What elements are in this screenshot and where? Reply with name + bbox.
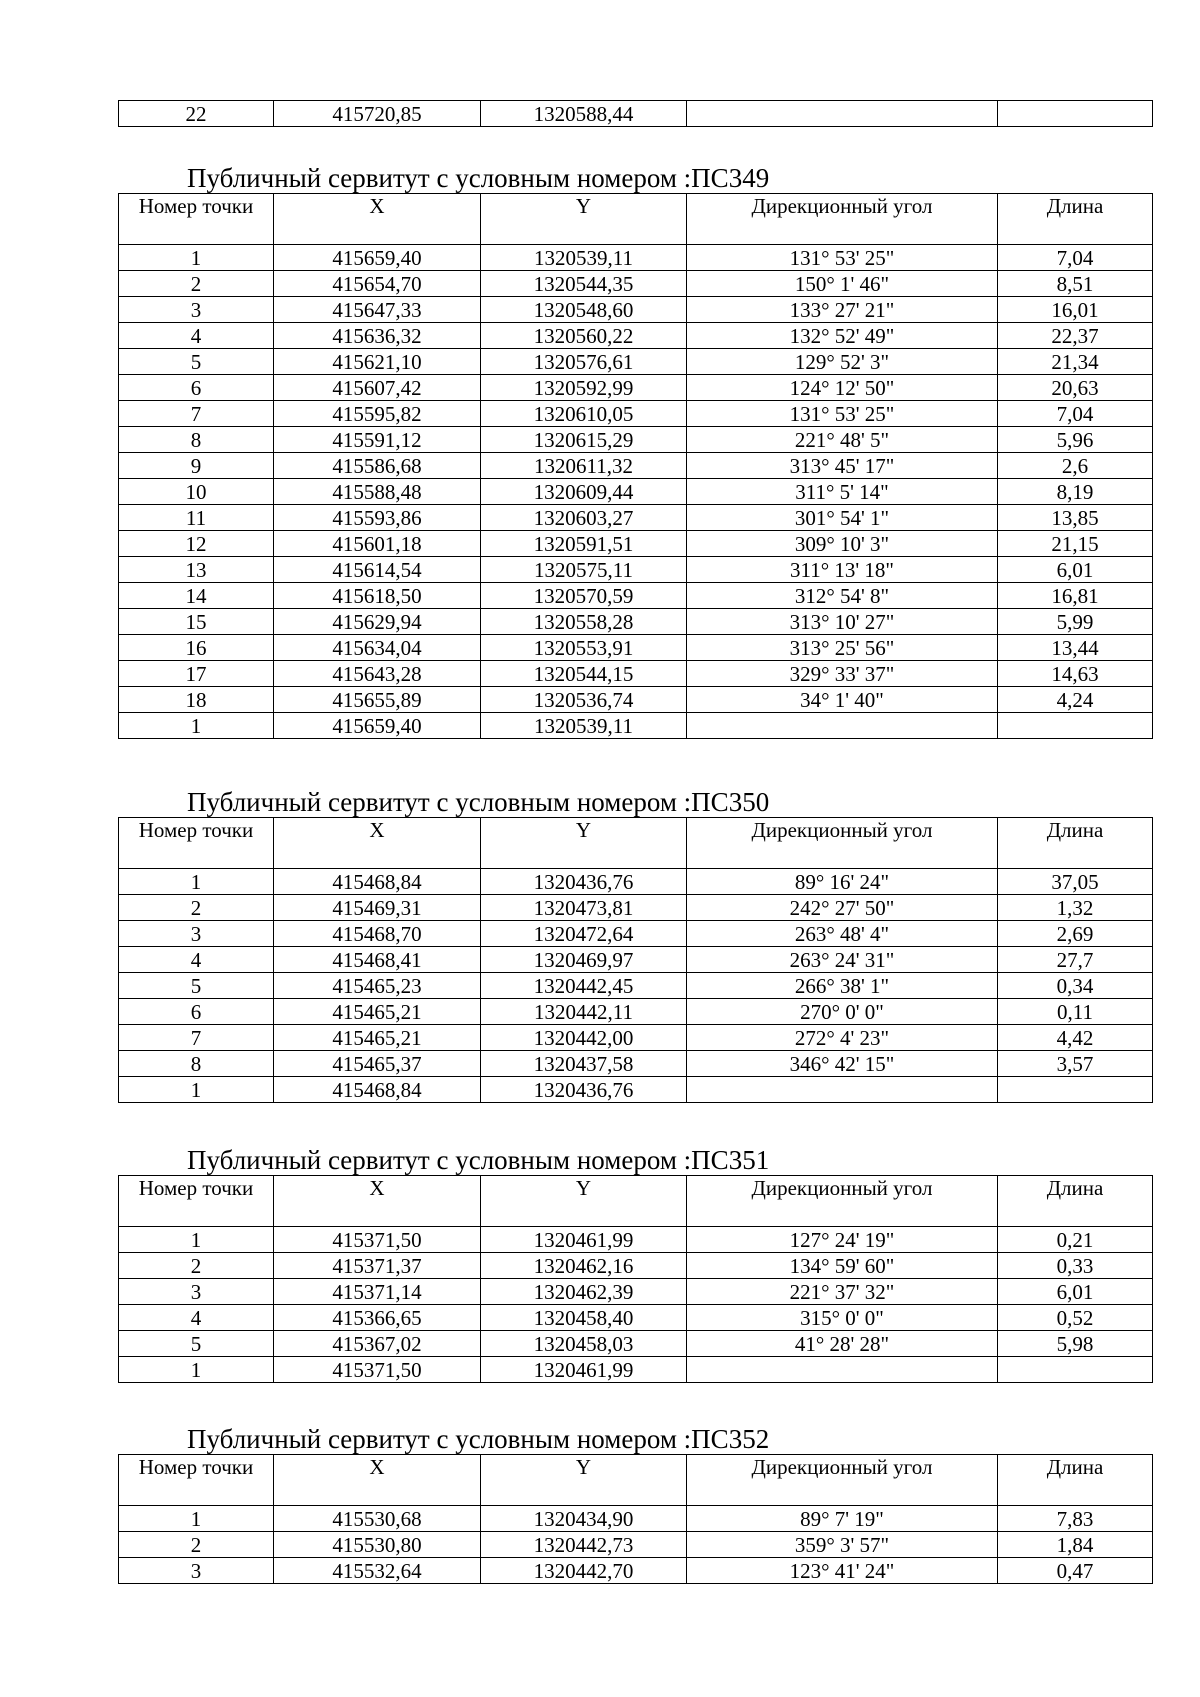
cell-y: 1320442,73 [481,1532,687,1558]
coordinates-table-ps349 [118,193,1153,739]
cell-y: 1320458,03 [481,1331,687,1357]
cell-x: 415586,68 [274,453,481,479]
cell-point-number: 17 [119,661,274,687]
cell-length: 20,63 [998,375,1153,401]
cell-x: 415636,32 [274,323,481,349]
cell-x: 415532,64 [274,1558,481,1584]
cell-x: 415468,84 [274,869,481,895]
header-length: Длина [998,818,1153,869]
cell-direction-angle: 221° 48' 5" [687,427,998,453]
cell-direction-angle: 266° 38' 1" [687,973,998,999]
cell-direction-angle: 272° 4' 23" [687,1025,998,1051]
table-row [119,1532,1153,1558]
cell-y: 1320544,35 [481,271,687,297]
cell-y: 1320576,61 [481,349,687,375]
cell-length: 6,01 [998,1279,1153,1305]
cell-y: 1320575,11 [481,557,687,583]
cell-x: 415647,33 [274,297,481,323]
cell-length: 0,52 [998,1305,1153,1331]
cell-point-number: 1 [119,1506,274,1532]
cell-direction-angle: 123° 41' 24" [687,1558,998,1584]
header-length: Длина [998,1455,1153,1506]
cell-length: 7,04 [998,245,1153,271]
cell-point-number: 1 [119,869,274,895]
cell-length: 0,11 [998,999,1153,1025]
cell-point-number: 22 [119,101,274,127]
cell-length: 1,32 [998,895,1153,921]
cell-y: 1320548,60 [481,297,687,323]
table-row [119,1305,1153,1331]
cell-point-number: 10 [119,479,274,505]
cell-direction-angle: 263° 48' 4" [687,921,998,947]
cell-direction-angle: 131° 53' 25" [687,401,998,427]
cell-y: 1320560,22 [481,323,687,349]
cell-point-number: 1 [119,713,274,739]
cell-length: 0,33 [998,1253,1153,1279]
header-direction-angle: Дирекционный угол [687,818,998,869]
table-row [119,297,1153,323]
cell-y: 1320434,90 [481,1506,687,1532]
cell-direction-angle: 315° 0' 0" [687,1305,998,1331]
cell-y: 1320462,16 [481,1253,687,1279]
table-row [119,661,1153,687]
cell-point-number: 2 [119,895,274,921]
cell-x: 415588,48 [274,479,481,505]
cell-x: 415629,94 [274,609,481,635]
cell-x: 415614,54 [274,557,481,583]
cell-length: 0,47 [998,1558,1153,1584]
cell-point-number: 2 [119,271,274,297]
cell-y: 1320539,11 [481,713,687,739]
cell-x: 415465,23 [274,973,481,999]
cell-point-number: 1 [119,245,274,271]
cell-x: 415621,10 [274,349,481,375]
table-row [119,375,1153,401]
cell-y: 1320610,05 [481,401,687,427]
cell-y: 1320603,27 [481,505,687,531]
cell-y: 1320558,28 [481,609,687,635]
section-title-ps349: Публичный сервитут с условным номером :ПС349 [187,163,770,193]
header-point-number: Номер точки [119,818,274,869]
cell-point-number: 1 [119,1357,274,1383]
cell-y: 1320539,11 [481,245,687,271]
table-row [119,271,1153,297]
cell-length: 2,6 [998,453,1153,479]
cell-x: 415591,12 [274,427,481,453]
cell-x: 415468,70 [274,921,481,947]
table-row [119,401,1153,427]
cell-x: 415659,40 [274,245,481,271]
table-row [119,713,1153,739]
cell-y: 1320570,59 [481,583,687,609]
cell-y: 1320553,91 [481,635,687,661]
cell-point-number: 8 [119,1051,274,1077]
section-title-ps352: Публичный сервитут с условным номером :ПС352 [187,1424,770,1454]
header-y: Y [481,1176,687,1227]
header-y: Y [481,1455,687,1506]
cell-y: 1320591,51 [481,531,687,557]
cell-y: 1320442,11 [481,999,687,1025]
cell-y: 1320544,15 [481,661,687,687]
cell-direction-angle [687,1357,998,1383]
cell-length [998,101,1153,127]
header-y: Y [481,194,687,245]
cell-point-number: 7 [119,401,274,427]
cell-y: 1320592,99 [481,375,687,401]
cell-direction-angle: 134° 59' 60" [687,1253,998,1279]
table-row [119,1279,1153,1305]
cell-point-number: 5 [119,1331,274,1357]
cell-point-number: 3 [119,297,274,323]
table-row [119,1253,1153,1279]
cell-point-number: 5 [119,973,274,999]
table-row [119,895,1153,921]
table-header-row [119,818,1153,869]
cell-x: 415366,65 [274,1305,481,1331]
cell-point-number: 15 [119,609,274,635]
cell-y: 1320462,39 [481,1279,687,1305]
cell-point-number: 16 [119,635,274,661]
table-row [119,505,1153,531]
cell-direction-angle: 132° 52' 49" [687,323,998,349]
table-row [119,1227,1153,1253]
header-x: X [274,194,481,245]
cell-x: 415465,21 [274,999,481,1025]
table-row [119,101,1153,127]
cell-length: 0,34 [998,973,1153,999]
table-row [119,1357,1153,1383]
section-title-ps351: Публичный сервитут с условным номером :ПС351 [187,1145,770,1175]
cell-direction-angle: 270° 0' 0" [687,999,998,1025]
cell-y: 1320536,74 [481,687,687,713]
cell-direction-angle: 313° 10' 27" [687,609,998,635]
cell-x: 415607,42 [274,375,481,401]
table-row [119,349,1153,375]
table-header-row [119,1455,1153,1506]
header-y: Y [481,818,687,869]
table-row [119,635,1153,661]
coordinates-table-ps350 [118,817,1153,1103]
cell-point-number: 2 [119,1532,274,1558]
coordinates-table-ps351 [118,1175,1153,1383]
cell-y: 1320442,45 [481,973,687,999]
header-length: Длина [998,194,1153,245]
cell-y: 1320472,64 [481,921,687,947]
cell-direction-angle: 329° 33' 37" [687,661,998,687]
header-direction-angle: Дирекционный угол [687,1455,998,1506]
cell-x: 415720,85 [274,101,481,127]
cell-x: 415595,82 [274,401,481,427]
cell-y: 1320469,97 [481,947,687,973]
cell-x: 415371,14 [274,1279,481,1305]
cell-length: 3,57 [998,1051,1153,1077]
cell-x: 415469,31 [274,895,481,921]
cell-x: 415465,37 [274,1051,481,1077]
cell-direction-angle: 221° 37' 32" [687,1279,998,1305]
cell-point-number: 4 [119,947,274,973]
cell-point-number: 3 [119,1558,274,1584]
cell-direction-angle: 312° 54' 8" [687,583,998,609]
cell-length: 1,84 [998,1532,1153,1558]
cell-direction-angle: 309° 10' 3" [687,531,998,557]
cell-length: 21,34 [998,349,1153,375]
cell-direction-angle: 133° 27' 21" [687,297,998,323]
cell-direction-angle [687,713,998,739]
cell-length: 5,96 [998,427,1153,453]
table-row [119,453,1153,479]
cell-length [998,1357,1153,1383]
cell-direction-angle: 150° 1' 46" [687,271,998,297]
header-direction-angle: Дирекционный угол [687,194,998,245]
cell-y: 1320473,81 [481,895,687,921]
cell-direction-angle: 359° 3' 57" [687,1532,998,1558]
cell-direction-angle: 89° 7' 19" [687,1506,998,1532]
table-row [119,1077,1153,1103]
cell-x: 415634,04 [274,635,481,661]
cell-length: 16,81 [998,583,1153,609]
header-x: X [274,818,481,869]
cell-point-number: 3 [119,1279,274,1305]
continuation-table [118,100,1153,127]
cell-direction-angle: 129° 52' 3" [687,349,998,375]
cell-point-number: 13 [119,557,274,583]
cell-x: 415659,40 [274,713,481,739]
table-row [119,479,1153,505]
cell-x: 415530,80 [274,1532,481,1558]
table-row [119,531,1153,557]
cell-length: 37,05 [998,869,1153,895]
table-row [119,973,1153,999]
cell-x: 415465,21 [274,1025,481,1051]
cell-length: 7,83 [998,1506,1153,1532]
cell-direction-angle: 242° 27' 50" [687,895,998,921]
cell-length: 8,51 [998,271,1153,297]
cell-x: 415654,70 [274,271,481,297]
table-row [119,687,1153,713]
table-row [119,245,1153,271]
cell-point-number: 1 [119,1227,274,1253]
cell-y: 1320436,76 [481,869,687,895]
table-row [119,1051,1153,1077]
cell-point-number: 3 [119,921,274,947]
cell-length: 27,7 [998,947,1153,973]
table-header-row [119,1176,1153,1227]
cell-point-number: 7 [119,1025,274,1051]
cell-direction-angle [687,1077,998,1103]
cell-x: 415367,02 [274,1331,481,1357]
cell-x: 415643,28 [274,661,481,687]
cell-point-number: 12 [119,531,274,557]
cell-length: 21,15 [998,531,1153,557]
cell-direction-angle: 41° 28' 28" [687,1331,998,1357]
cell-y: 1320458,40 [481,1305,687,1331]
cell-y: 1320588,44 [481,101,687,127]
cell-x: 415655,89 [274,687,481,713]
cell-direction-angle: 346° 42' 15" [687,1051,998,1077]
cell-point-number: 14 [119,583,274,609]
table-row [119,869,1153,895]
header-x: X [274,1176,481,1227]
cell-y: 1320461,99 [481,1227,687,1253]
cell-length [998,1077,1153,1103]
table-row [119,609,1153,635]
table-row [119,947,1153,973]
cell-y: 1320437,58 [481,1051,687,1077]
cell-point-number: 6 [119,999,274,1025]
cell-direction-angle: 127° 24' 19" [687,1227,998,1253]
cell-length: 5,98 [998,1331,1153,1357]
table-row [119,999,1153,1025]
cell-x: 415371,50 [274,1357,481,1383]
cell-y: 1320461,99 [481,1357,687,1383]
header-direction-angle: Дирекционный угол [687,1176,998,1227]
cell-point-number: 11 [119,505,274,531]
cell-length: 13,44 [998,635,1153,661]
cell-length: 5,99 [998,609,1153,635]
cell-y: 1320609,44 [481,479,687,505]
cell-x: 415468,41 [274,947,481,973]
cell-direction-angle: 311° 13' 18" [687,557,998,583]
cell-point-number: 4 [119,323,274,349]
table-row [119,921,1153,947]
cell-x: 415530,68 [274,1506,481,1532]
cell-length: 16,01 [998,297,1153,323]
cell-point-number: 18 [119,687,274,713]
table-row [119,1331,1153,1357]
cell-point-number: 5 [119,349,274,375]
cell-direction-angle: 313° 25' 56" [687,635,998,661]
cell-direction-angle: 124° 12' 50" [687,375,998,401]
cell-length: 6,01 [998,557,1153,583]
cell-x: 415371,37 [274,1253,481,1279]
cell-direction-angle: 34° 1' 40" [687,687,998,713]
cell-direction-angle: 313° 45' 17" [687,453,998,479]
cell-y: 1320442,70 [481,1558,687,1584]
cell-point-number: 8 [119,427,274,453]
header-point-number: Номер точки [119,1176,274,1227]
cell-direction-angle: 131° 53' 25" [687,245,998,271]
header-point-number: Номер точки [119,194,274,245]
cell-x: 415593,86 [274,505,481,531]
cell-y: 1320442,00 [481,1025,687,1051]
cell-length: 14,63 [998,661,1153,687]
cell-direction-angle: 263° 24' 31" [687,947,998,973]
cell-length [998,713,1153,739]
header-x: X [274,1455,481,1506]
cell-length: 4,24 [998,687,1153,713]
cell-direction-angle: 301° 54' 1" [687,505,998,531]
header-length: Длина [998,1176,1153,1227]
coordinates-table-ps352 [118,1454,1153,1584]
cell-length: 0,21 [998,1227,1153,1253]
cell-length: 2,69 [998,921,1153,947]
table-row [119,583,1153,609]
cell-length: 22,37 [998,323,1153,349]
cell-point-number: 2 [119,1253,274,1279]
cell-length: 13,85 [998,505,1153,531]
table-row [119,1558,1153,1584]
cell-point-number: 4 [119,1305,274,1331]
cell-length: 8,19 [998,479,1153,505]
cell-y: 1320436,76 [481,1077,687,1103]
table-row [119,557,1153,583]
table-header-row [119,194,1153,245]
cell-direction-angle [687,101,998,127]
table-row [119,1506,1153,1532]
cell-point-number: 6 [119,375,274,401]
cell-point-number: 9 [119,453,274,479]
header-point-number: Номер точки [119,1455,274,1506]
cell-x: 415371,50 [274,1227,481,1253]
cell-y: 1320615,29 [481,427,687,453]
table-row [119,323,1153,349]
cell-length: 7,04 [998,401,1153,427]
cell-y: 1320611,32 [481,453,687,479]
cell-point-number: 1 [119,1077,274,1103]
cell-x: 415618,50 [274,583,481,609]
cell-x: 415601,18 [274,531,481,557]
cell-direction-angle: 89° 16' 24" [687,869,998,895]
cell-x: 415468,84 [274,1077,481,1103]
table-row [119,427,1153,453]
cell-length: 4,42 [998,1025,1153,1051]
section-title-ps350: Публичный сервитут с условным номером :ПС350 [187,787,770,817]
table-row [119,1025,1153,1051]
cell-direction-angle: 311° 5' 14" [687,479,998,505]
